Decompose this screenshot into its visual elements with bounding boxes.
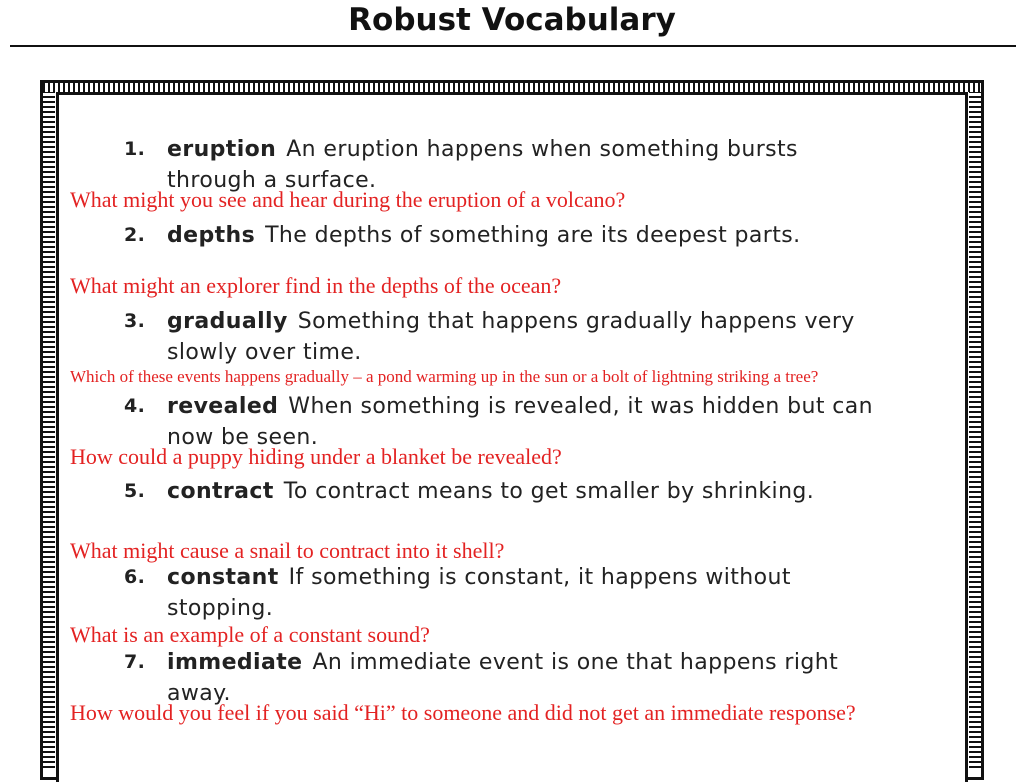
title-underline [10, 45, 1016, 47]
discussion-question: How would you feel if you said “Hi” to someone and did not get an immediate response? [70, 700, 856, 725]
vocab-definition: An eruption happens when something bursts through a surface. [167, 137, 798, 193]
discussion-question: Which of these events happens gradually – a pond warming up in the sun or a bolt of lightning striking a tree? [70, 367, 819, 386]
vocab-word: revealed [167, 394, 279, 419]
vocab-definition: If something is constant, it happens without stopping. [167, 565, 791, 621]
discussion-question: What might an explorer find in the depths of the ocean? [70, 273, 562, 298]
vocab-number: 4. [124, 395, 146, 417]
discussion-question: What might you see and hear during the eruption of a volcano? [70, 187, 626, 212]
vocab-word: eruption [167, 137, 277, 162]
discussion-question: What is an example of a constant sound? [70, 622, 430, 647]
vocab-word: contract [167, 479, 274, 504]
vocab-definition: The depths of something are its deepest parts. [265, 223, 801, 248]
frame-border-top [43, 83, 981, 92]
vocab-item [124, 306, 884, 368]
vocab-number: 1. [124, 138, 146, 160]
vocab-word: immediate [167, 650, 303, 675]
vocab-definition: To contract means to get smaller by shrinking. [283, 479, 815, 504]
vocab-number: 2. [124, 224, 146, 246]
vocab-item [124, 562, 884, 624]
slide-title: Robust Vocabulary [348, 2, 676, 38]
vocab-word: depths [167, 223, 256, 248]
vocab-number: 5. [124, 480, 146, 502]
vocab-number: 6. [124, 566, 146, 588]
frame-border-right [969, 92, 981, 768]
vocab-word: gradually [167, 309, 288, 334]
vocab-definition: Something that happens gradually happens very slowly over time. [167, 309, 855, 365]
vocab-number: 7. [124, 651, 146, 673]
vocab-item [124, 220, 884, 251]
vocab-item [124, 476, 884, 507]
discussion-question: How could a puppy hiding under a blanket be revealed? [70, 444, 562, 469]
vocab-word: constant [167, 565, 279, 590]
frame-border-left [43, 92, 55, 768]
vocab-definition: When something is revealed, it was hidden but can now be seen. [167, 394, 874, 450]
discussion-question: What might cause a snail to contract into it shell? [70, 538, 505, 563]
vocab-number: 3. [124, 310, 146, 332]
vocab-definition: An immediate event is one that happens right away. [167, 650, 839, 706]
